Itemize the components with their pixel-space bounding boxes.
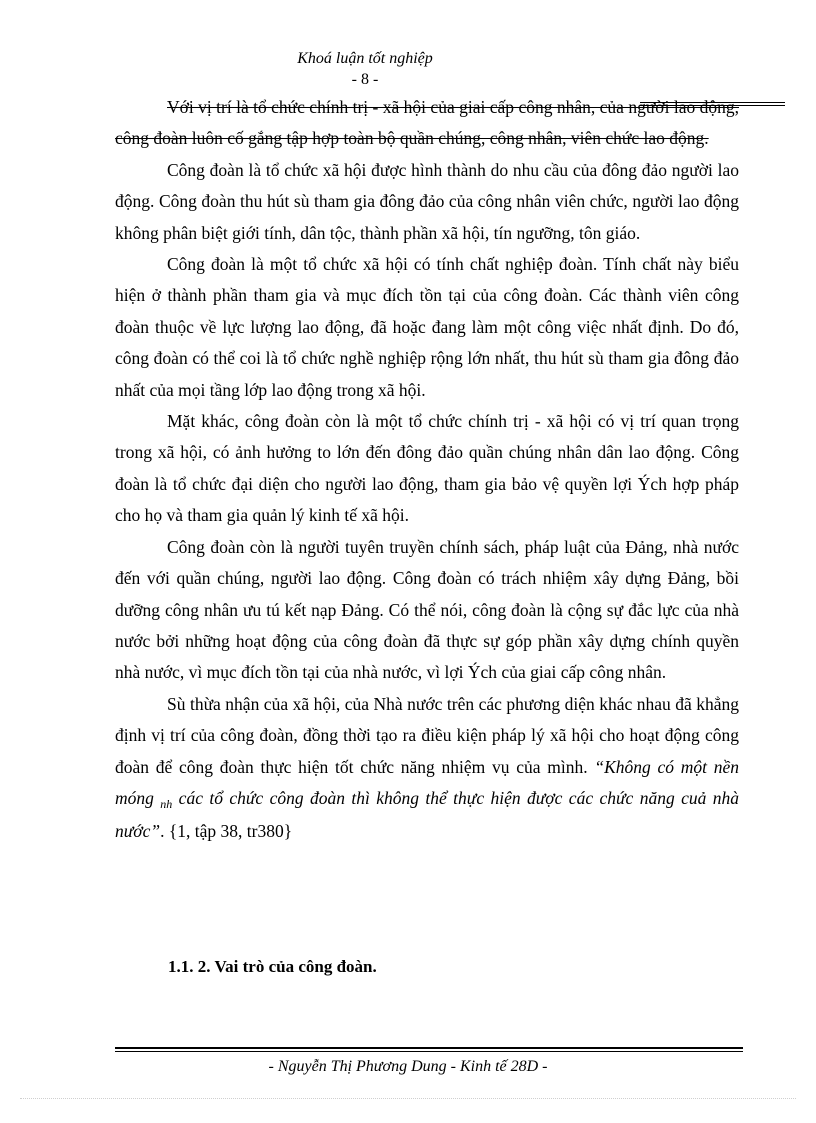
quote-part-a: “Không có một nền móng [115,756,740,808]
header-title: Khoá luận tốt nghiệp [297,50,433,67]
page-number: - 8 - [351,71,379,88]
footer-rule [115,1047,743,1052]
citation: . {1, tập 38, tr380} [160,821,293,842]
footer-text: - Nguyễn Thị Phương Dung - Kinh tế 28D - [268,1058,548,1075]
paragraph-6 [115,689,739,848]
paragraph-2: Công đoàn là tổ chức xã hội được hình thành do nhu cầu của đông đảo người lao động. Công đoàn thu hút sù tham gia đông đảo của công nhân viên chức, người lao động không phân biệt giới tính, dân tộc, thành phần xã hội, tín ngưỡng, tôn giáo. [115,159,739,243]
paragraph-3: Công đoàn là một tổ chức xã hội có tính chất nghiệp đoàn. Tính chất này biểu hiện ở thành phần tham gia và mục đích tồn tại của công đoàn. Các thành viên công đoàn thuộc về lực lượng lao động, đã hoặc đang làm một công việc nhất định. Do đó, công đoàn có thể coi là tổ chức nghề nghiệp rộng lớn nhất, thu hút sù tham gia đông đảo nhất của mọi tầng lớp lao động trong xã hội. [115,254,739,400]
paragraph-1 [115,92,739,155]
quote-part-b: các tổ chức công đoàn thì không thể thực hiện được các chức năng cuả nhà nước” [115,787,739,842]
body-text [115,92,739,848]
paragraph-5: Công đoàn còn là người tuyên truyền chính sách, pháp luật của Đảng, nhà nước đến với quần chúng, người lao động. Công đoàn có trách nhiệm xây dựng Đảng, bồi dưỡng công nhân ưu tú kết nạp Đảng. Có thể nói, công đoàn là cộng sự đắc lực của nhà nước bởi những hoạt động của công đoàn đã thực sự góp phần xây dựng chính quyền nhà nước, vì mục đích tồn tại của nhà nước, vì lợi Ých của giai cấp công nhân. [115,536,739,683]
paragraph-4: Mặt khác, công đoàn còn là một tổ chức chính trị - xã hội có vị trí quan trọng trong xã hội, có ảnh hưởng to lớn đến đông đảo quần chúng nhân dân lao động. Công đoàn là tổ chức đại diện cho người lao động, tham gia bảo vệ quyền lợi Ých hợp pháp cho họ và tham gia quản lý kinh tế xã hội. [115,411,739,526]
quote-subscript: nh [160,796,173,811]
paragraph-1-strike: Với vị trí là tổ chức chính trị - xã hội của giai cấp công nhân, của người [167,97,670,117]
paragraph-1-rest: lao động, công đoàn luôn cố gắng tập hợp toàn bộ quần chúng, công nhân, viên chức lao động. [115,97,739,149]
page-bottom-divider [20,1098,796,1099]
paragraph-6-text: Sù thừa nhận của xã hội, của Nhà nước trên các phương diện khác nhau đã khẳng định vị trí của công đoàn, đồng thời tạo ra điều kiện pháp lý xã hội cho hoạt động công đoàn để công đoàn thực hiện tốt chức năng nhiệm vụ của mình. [115,693,739,777]
section-heading: 1.1. 2. Vai trò của công đoàn. [168,957,377,976]
